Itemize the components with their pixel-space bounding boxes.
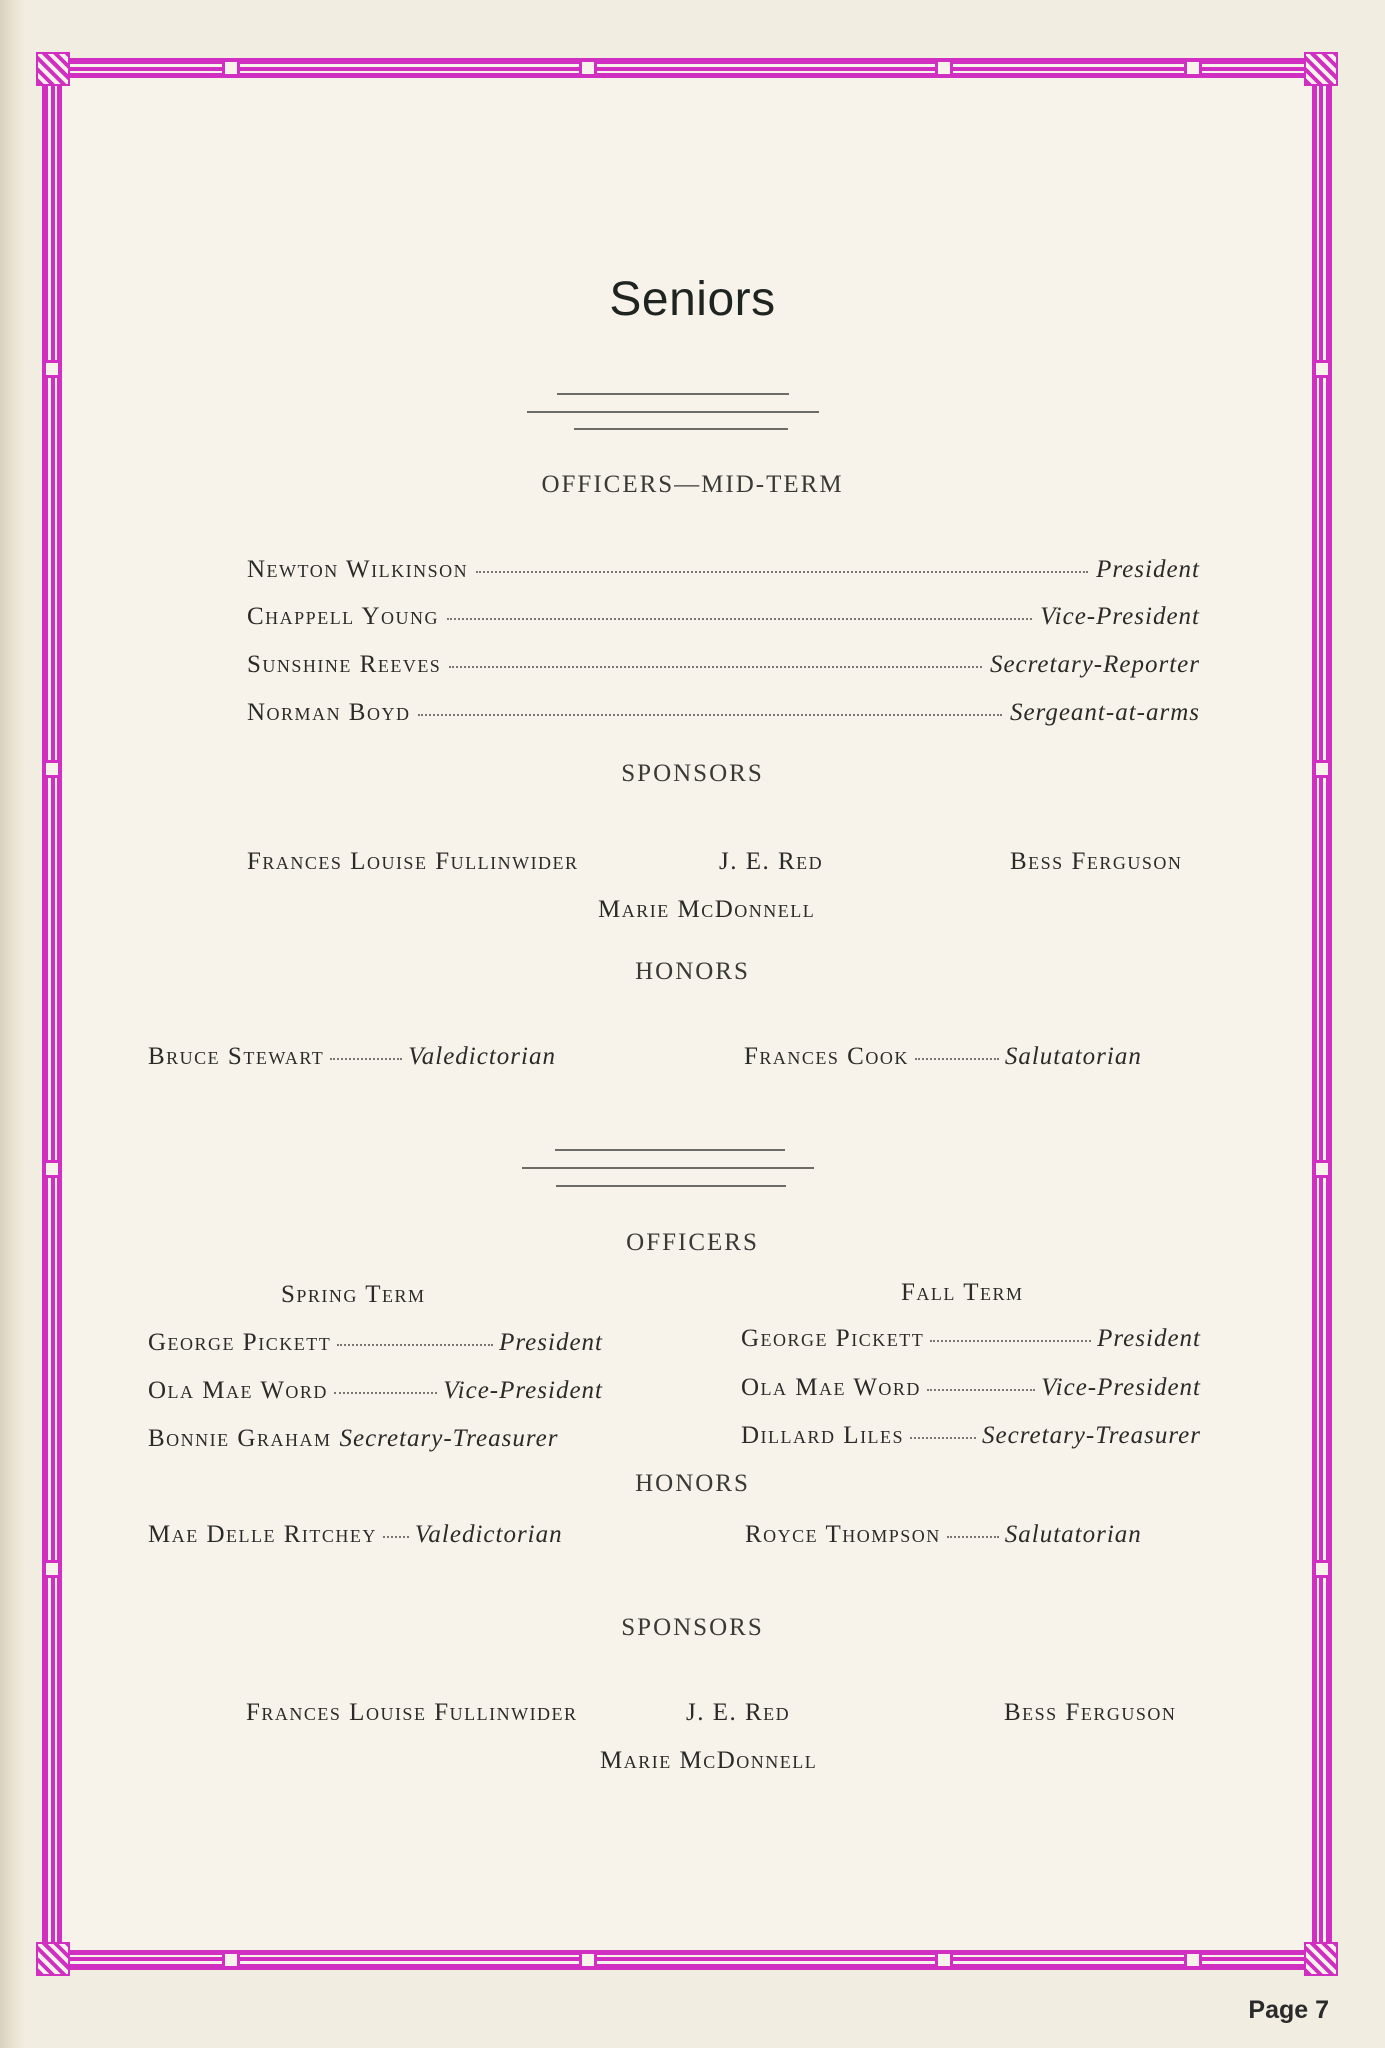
dot-leader [383,1536,409,1538]
sponsor-name: J. E. Red [719,848,824,875]
dot-leader [476,571,1088,573]
decorative-border [42,58,1332,1970]
honor-name: Frances Cook [744,1043,909,1070]
officer-name: Dillard Liles [741,1422,905,1449]
fall-officer-row [741,1422,1201,1450]
officer-name: Ola Mae Word [741,1374,921,1401]
dot-leader [449,666,982,668]
section-heading-honors: HONORS [635,958,750,985]
fall-term-label: Fall Term [901,1279,1024,1306]
spring-officer-row [148,1329,603,1357]
dot-leader [337,1344,493,1346]
officer-name: George Pickett [148,1329,332,1356]
officer-role: Sergeant-at-arms [1009,699,1200,726]
officer-role: President [1096,556,1200,583]
border-corner-ornament [1304,1942,1338,1976]
honor-entry [745,1521,1142,1549]
fall-officer-row [741,1325,1201,1353]
officer-role: President [1097,1325,1201,1352]
section-heading-midterm-officers: OFFICERS—MID-TERM [541,471,844,498]
officer-row [247,603,1200,631]
honor-entry [744,1043,1142,1071]
dot-leader [930,1340,1091,1342]
border-knot [935,59,953,77]
border-knot [1313,360,1331,378]
officer-row [247,556,1200,584]
officer-name: George Pickett [741,1325,925,1352]
officer-role: Vice-President [1041,1374,1201,1401]
officer-role: Secretary-Treasurer [982,1422,1201,1449]
officer-name: Norman Boyd [247,699,411,726]
border-knot [579,1951,597,1969]
border-knot [1313,1160,1331,1178]
border-knot [579,59,597,77]
page-title: Seniors [609,273,776,326]
dot-leader [418,714,1001,716]
honor-name: Mae Delle Ritchey [148,1521,377,1548]
spring-officer-row [148,1425,603,1453]
border-corner-ornament [36,1942,70,1976]
border-corner-ornament [1304,52,1338,86]
divider-rule [556,1185,786,1187]
divider-rule [557,393,789,395]
dot-leader [447,618,1032,620]
section-heading-honors: HONORS [635,1470,750,1497]
honor-entry [148,1521,563,1549]
divider-rule [527,411,819,413]
officer-name: Sunshine Reeves [247,651,442,678]
honor-name: Bruce Stewart [148,1043,325,1070]
honor-role: Salutatorian [1004,1043,1142,1070]
border-knot [222,1951,240,1969]
honor-name: Royce Thompson [745,1521,941,1548]
fall-officer-row [741,1374,1201,1402]
section-heading-sponsors: SPONSORS [621,1614,764,1641]
sponsor-name: Bess Ferguson [1010,848,1183,875]
honor-role: Valedictorian [408,1043,556,1070]
divider-rule [574,428,788,430]
section-heading-officers: OFFICERS [626,1229,759,1256]
officer-role: Vice-President [1040,603,1200,630]
section-heading-sponsors: SPONSORS [621,760,764,787]
dot-leader [947,1536,999,1538]
officer-name: Ola Mae Word [148,1377,328,1404]
officer-name: Bonnie Graham [148,1425,332,1452]
dot-leader [334,1392,437,1394]
sponsor-name: Bess Ferguson [1004,1699,1177,1726]
sponsor-name: J. E. Red [686,1699,791,1726]
officer-role: Secretary-Reporter [989,651,1200,678]
sponsor-name: Marie McDonnell [600,1747,818,1774]
border-knot [43,360,61,378]
sponsor-name: Marie McDonnell [598,896,816,923]
dot-leader [927,1389,1035,1391]
page-number: Page 7 [1248,1996,1329,2024]
sponsor-name: Frances Louise Fullinwider [246,1699,578,1726]
honor-role: Salutatorian [1004,1521,1142,1548]
divider-rule [522,1167,814,1169]
border-knot [43,1160,61,1178]
officer-role: Secretary-Treasurer [339,1425,559,1452]
officer-name: Newton Wilkinson [247,556,469,583]
border-knot [935,1951,953,1969]
sponsor-name: Frances Louise Fullinwider [247,848,579,875]
dot-leader [330,1058,402,1060]
border-knot [222,59,240,77]
border-knot [1184,1951,1202,1969]
border-knot [1184,59,1202,77]
officer-name: Chappell Young [247,603,440,630]
border-corner-ornament [36,52,70,86]
honor-entry [148,1043,556,1071]
border-knot [1313,1560,1331,1578]
honor-role: Valedictorian [414,1521,563,1548]
divider-rule [555,1149,785,1151]
spring-term-label: Spring Term [281,1281,426,1308]
officer-role: President [499,1329,603,1356]
officer-row [247,651,1200,679]
dot-leader [915,1058,999,1060]
officer-role: Vice-President [443,1377,603,1404]
officer-row [247,699,1200,727]
dot-leader [910,1437,976,1439]
border-knot [43,1560,61,1578]
spring-officer-row [148,1377,603,1405]
